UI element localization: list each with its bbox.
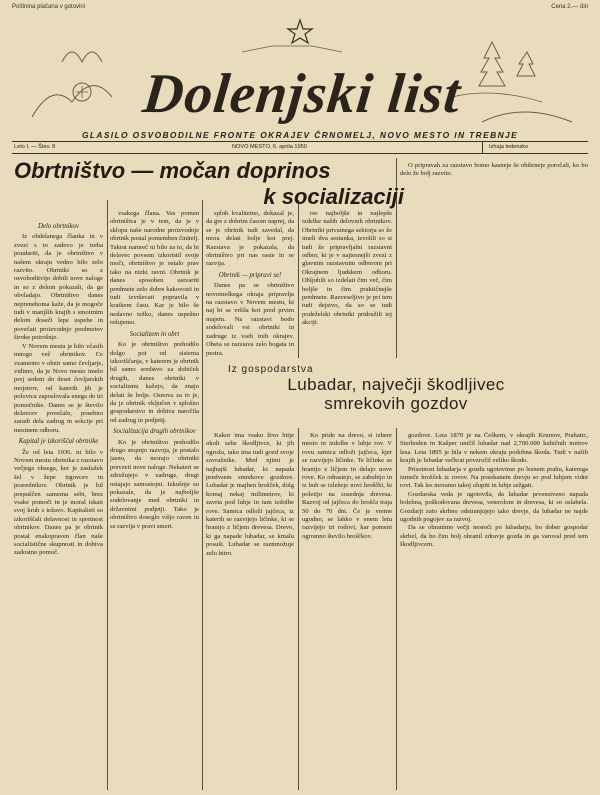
paragraph: Kakor ima vsako živo bitje okoli sebe škodljivce, ki jih ogroža, tako ima tudi gozd svoje sovražnike. Med njimi je najhujši lubadar, ki napada predvsem smrekove gozdove. Lubadar je majhen hrošček, dolg komaj nekaj milimetrov, ki zavrta pod lubje in tam izdolbe rove. Samica odloži jajčeca, iz katerih se razvijejo ličinke, ki se hranijo z ličjem drevesa. Drevo, ki ga napade lubadar, se kmalu posuši. Lubadar se razmnožuje zelo hitro. — [206, 432, 294, 557]
paragraph: Da se obranimo večji nesreči po lubadarju, bo dober gospodar skrbel, da bo čim bolj ohranil zdravje gozda in ga varoval pred tem škodljivcem. — [400, 524, 588, 549]
paragraph: V Novem mestu je bilo včasih mnogo več obrtnikov. Ce vzamemo v obzir samo čevljarje, vidimo, da je Novo mesto imelo prej sedem do deset čevljarskih mojstrov, od katerih jih je polovica zaposlovala enega do tri pomočnike. Danes se je število delavcev povečalo, posebno zaradi dela zadrug in sekcije pri mestnem odboru. — [14, 342, 103, 434]
paragraph: Ko je obrtništvo prehodilo drugo stopnjo razvoja, je postalo jasno, da morajo obrtniki prevzeti nove naloge. Nekateri se združujejo v zadruge, drugi ostajajo samostojni. Izkušnje so pokazale, da je najboljše sodelovanje med obrtniki in državnimi podjetji. Tako je obrtništvo doseglo višjo raven in se razvija v pravi smeri. — [110, 438, 199, 530]
postage-note: Poštnina plačana v gotovini — [12, 4, 86, 10]
article2-column-2 — [302, 432, 392, 792]
article2-headline — [202, 364, 590, 413]
paragraph: sploh kvalitetno, dokazal je, da gre z dobrim časom naprej, da se je obrtnik tudi zavedal, da mora delati bolje kot prej. Razstava je pokazala, da obrtništvo pri nas raste in se razvija. — [206, 210, 294, 268]
headline-line-1: Lubadar, največji škodljivec — [287, 375, 505, 394]
article-headline — [14, 158, 404, 210]
place-date: NOVO MESTO, 6. aprila 1950 — [232, 144, 307, 150]
paragraph: res najboljše in najlepše izdelke naših delovnih obrtnikov. Obrtniki privatnega sektorja so že imeli dva sestanka, izvolili so si tudi že pripravljalni razstavni odbor, ki je v najtesnejši zvezi z glavnim razstavnim odborom pri Okrajnem ljudskem odboru. Obljubili so izdelati čim več, čim boljše in čim praktičnejše predmete. Razveseljivo je pri tem tudi dejstvo, da so se tudi podeželski obrtniki pridružili tej akciji. — [302, 210, 392, 327]
paragraph: Že od leta 1936. ni bilo v Novem mestu obrtnika z razstavo večjega obsega, ker je zaslužek šel v žepe trgovcev in posrednikov. Obrtnik je bil prepuščen samemu sebi, brez vsake pomoči in je moral iskati svoj kruh s težavo. Kapitalisti so izkoriščali delavnost in spretnost obrtnikov. Danes pa je obrtnik postal enakopraven član naše socialistične skupnosti in dobiva zadostno pomoč. — [14, 448, 103, 557]
section-subheading: Delo obrtnikov — [38, 223, 79, 230]
headline-line-2: smrekovih gozdov — [324, 394, 468, 413]
column-rule — [298, 428, 299, 790]
section-subheading: Socializem in obrt — [129, 330, 180, 338]
section-subheading: Obrtnik — pripravi se! — [218, 271, 282, 279]
section-subheading: Kapital je izkoriščal obrtnike — [18, 438, 99, 446]
section-subheading: Socializacija drugih obrtnikov — [113, 428, 196, 436]
paragraph: Ko pride na drevo, si izbere mesto in izdolbe v lubje rov. V rovu samica odloži jajčeca, kjer se razvijejo ličinke. Te ličinke se hranijo z ličjem in delajo nove rove. Ko odrastejo, se zabubijo in iz bub se izležejo novi hroščki, ki poletijo na sosednja drevesa. Razvoj od jajčeca do hrošča traja 50 do 70 dni. Če je vreme ugodno, se lahko v enem letu razvijejo tri rodovi, kar pomeni ogromno število hroščkov. — [302, 432, 392, 540]
headline-line-1: Obrtništvo — močan doprinos — [14, 158, 331, 183]
paragraph: vsakega člana. Ves pomen obrtništva je v tem, da je v sklopu naše narodne proizvodnje obrtnik postal pomemben činitelj. Takrat namreč ni bilo za to, da bi delavec povsem izkoristil svoje moči, obrtništvo je ostalo prav tako na nizki ravni. Obrtnik je danes sposoben ustvariti predmete zelo dobre kakovosti in tudi izvrševati popravila v kratkem času. Kar je bilo še nedavno težko, danes uspešno rešujemo. — [110, 210, 199, 327]
frequency: Izhaja tedensko — [482, 142, 528, 153]
section-kicker: Iz gospodarstva — [228, 364, 314, 375]
article-column-4 — [302, 210, 392, 360]
paragraph: Iz obdelanega članka in v zvezi s to zadevo je treba poudariti, da je obrtništvo v našem okraju vedno bilo zelo razvito. Obrtniki so z osvoboditvijo dobili nove naloge in so z delom pokazali, da ga obvladajo. Obrtništvo danes neprenehoma kaže, da je mogoče tudi v manjših krajih s smotrnim delom doseči lepe uspehe in povečati proizvodnjo predmetov široke potrošnje. — [14, 233, 103, 342]
paragraph: Gozdarska veda je ugotovila, da lubadar prvenstveno napada bolehna, poškodovana drevesa, veterolom in drevesa, ki so oslabela. Gozdarji zato skrbno odstranjujejo tako drevje, da lubadar ne najde ugodnih pogojev za razvoj. — [400, 490, 588, 524]
column-rule — [396, 428, 397, 790]
article2-column-1 — [206, 432, 294, 792]
paragraph: Prisotnost lubadarja v gozdu ugotovimo po lesnem prahu, katerega izmeče hrošček iz rovov. Na posekanem drevju so pod lubjem vidni rovi. Tak les moramo takoj olupiti in lubje sežgati. — [400, 465, 588, 490]
masthead — [12, 12, 588, 140]
article-column-1 — [14, 220, 103, 792]
paragraph: gozdove. Leta 1870 je na Češkem, v okrajih Krumov, Prahatic, Sterboden in Kašper uničil lubadar nad 2,700.000 kubičnih metrov lesa. Leta 1895 je bila v nekem okraju podobna škoda. Tudi v naših krajih je lubadar večkrat povzročil veliko škodo. — [400, 432, 588, 465]
article2-column-3 — [400, 432, 588, 792]
column-rule — [298, 200, 299, 358]
article-column-3 — [206, 210, 294, 360]
paragraph: O pripravah za razstavo bomo kasneje še obširneje poročali, ko bo delo že bolj razvito. — [400, 162, 588, 178]
paragraph: Danes pa se obrtništvo novomeškega okraja pripravlja na razstavo v Novem mestu, ki naj bi se vršila kot pred prvim majem. Na razstavi bodo sodelovali vsi obrtniki in zadruge iz vseh treh okrajev. Obeta se razstava zelo bogata in pestra. — [206, 282, 294, 357]
issue-info-bar — [12, 141, 588, 154]
article-column-2 — [110, 210, 199, 792]
column-rule — [202, 200, 203, 790]
issue-number: Leto I. — Štev. 8 — [14, 144, 56, 150]
column-rule — [107, 200, 108, 790]
paragraph: Ko je obrtništvo prehodilo dolgo pot od sistema izkoriščanja, v katerem je obrtnik bil samo sredstvo za dobiček drugih, danes obrtniki v socializmu kažejo, da znajo delati še bolje. Osnova za to je, da je obrtnik vključen v splošno gospodarstvo in dobiva naročila od zadrug in podjetij. — [110, 341, 199, 424]
masthead-subtitle: GLASILO OSVOBODILNE FRONTE OKRAJEV ČRNOMELJ, NOVO MESTO IN TREBNJE — [81, 130, 519, 140]
article-column-5 — [400, 162, 588, 360]
price: Cena 2.— din — [551, 4, 588, 10]
newspaper-title: Dolenjski list — [140, 63, 464, 125]
headline-line-2: k socializaciji — [263, 184, 404, 209]
